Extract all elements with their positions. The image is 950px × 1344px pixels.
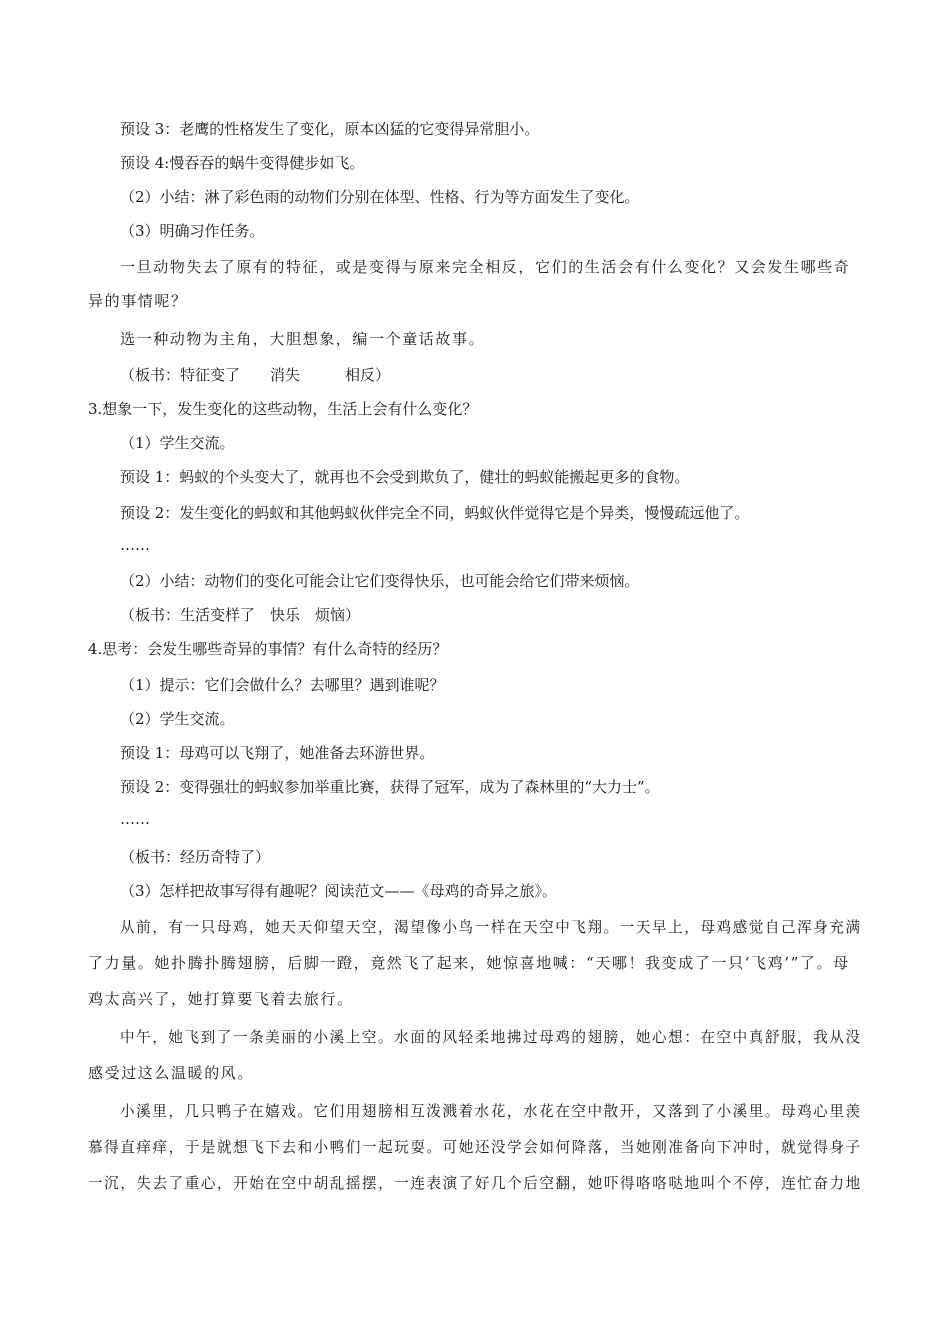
text-line: 预设 2：发生变化的蚂蚁和其他蚂蚁伙伴完全不同，蚂蚁伙伴觉得它是个异类，慢慢疏远他了。: [120, 504, 750, 522]
story-line: 从前，有一只母鸡，她天天仰望天空，渴望像小鸟一样在天空中飞翔。一天早上，母鸡感觉自己浑身充满: [120, 918, 862, 936]
text-line: 预设 1：母鸡可以飞翔了，她准备去环游世界。: [120, 744, 435, 762]
text-line: （3）怎样把故事写得有趣呢？阅读范文——《母鸡的奇异之旅》。: [120, 882, 558, 900]
text-line: 预设 2：变得强壮的蚂蚁参加举重比赛，获得了冠军，成为了森林里的“大力士”。: [120, 778, 660, 796]
text-line: 选一种动物为主角，大胆想象，编一个童话故事。: [120, 330, 486, 348]
ellipsis: ……: [120, 810, 150, 828]
story-line: 小溪里，几只鸭子在嬉戏。它们用翅膀相互泼溅着水花，水花在空中散开，又落到了小溪里。母鸡心里羡: [120, 1102, 862, 1120]
text-line: （2）学生交流。: [120, 710, 235, 728]
text-line: 一旦动物失去了原有的特征，或是变得与原来完全相反，它们的生活会有什么变化？又会发生哪些奇: [120, 258, 851, 276]
text-line: 预设 3：老鹰的性格发生了变化，原本凶猛的它变得异常胆小。: [120, 120, 540, 138]
story-line: 了力量。她扑腾扑腾翅膀，后脚一蹬，竟然飞了起来，她惊喜地喊：“天哪！我变成了一只‘飞鸡’”了。母: [88, 954, 850, 972]
board-note: （板书：特征变了 消失 相反）: [120, 366, 391, 384]
board-note: （板书：生活变样了 快乐 烦恼）: [120, 606, 361, 624]
story-line: 鸡太高兴了，她打算要飞着去旅行。: [88, 990, 354, 1008]
text-line: 异的事情呢？: [88, 292, 188, 310]
story-line: 一沉，失去了重心，开始在空中胡乱摇摆，一连表演了好几个后空翻，她吓得咯咯哒地叫个不停，连忙奋力地: [88, 1174, 862, 1192]
text-line: （1）提示：它们会做什么？去哪里？遇到谁呢？: [120, 676, 445, 694]
text-line: 预设 4:慢吞吞的蜗牛变得健步如飞。: [120, 154, 365, 172]
text-line: （1）学生交流。: [120, 434, 235, 452]
text-line: （3）明确习作任务。: [120, 222, 265, 240]
section-heading: 4.思考：会发生哪些奇异的事情？有什么奇特的经历？: [88, 640, 448, 658]
story-line: 中午，她飞到了一条美丽的小溪上空。水面的风轻柔地拂过母鸡的翅膀，她心想：在空中真舒服，我从没: [120, 1028, 862, 1046]
text-line: 预设 1：蚂蚁的个头变大了，就再也不会受到欺负了，健壮的蚂蚁能搬起更多的食物。: [120, 468, 690, 486]
text-line: （2）小结：淋了彩色雨的动物们分别在体型、性格、行为等方面发生了变化。: [120, 188, 640, 206]
text-line: （2）小结：动物们的变化可能会让它们变得快乐，也可能会给它们带来烦恼。: [120, 572, 640, 590]
section-heading: 3.想象一下，发生变化的这些动物，生活上会有什么变化？: [88, 400, 478, 418]
story-line: 慕得直痒痒，于是就想飞下去和小鸭们一起玩耍。可她还没学会如何降落，当她刚准备向下冲时，就觉得身子: [88, 1138, 862, 1156]
board-note: （板书：经历奇特了）: [120, 848, 271, 866]
ellipsis: ……: [120, 536, 150, 554]
story-line: 感受过这么温暖的风。: [88, 1064, 255, 1082]
